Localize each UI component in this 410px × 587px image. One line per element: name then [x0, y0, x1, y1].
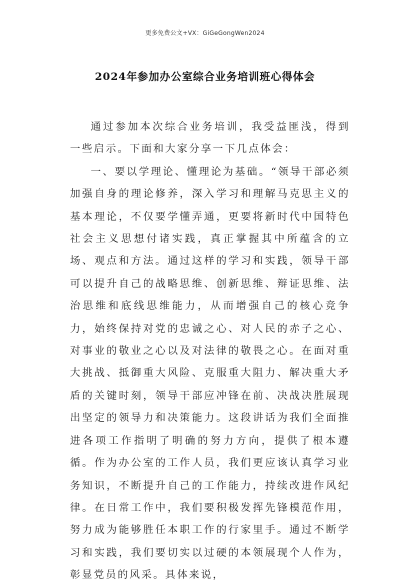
paragraph-intro: 通过参加本次综合业务培训，我受益匪浅，得到一些启示。下面和大家分享一下几点体会：	[70, 121, 350, 156]
paragraph-point-1: 一、要以学理论、懂理论为基础。“领导干部必须加强自身的理论修养，深入学习和理解马克思主义的基本理论，不仅要学懂弄通，更要将新时代中国特色社会主义思想付诸实践，真正掌握其中所蕴含的立场、观点和方法。通过这样的学习和实践，领导干部可以提升自己的战略思维、创新思维、辩证思维、法治思维和底线思维能力，从而增强自己的核心竞争力，始终保持对党的忠诚之心、对人民的赤子之心、对事业的敬业之心以及对法律的敬畏之心。在面对重大挑战、抵御重大风险、克服重大阻力、解决重大矛盾的关键时刻，领导干部应冲锋在前、决战决胜展现出坚定的领导力和决策能力。这段讲话为我们全面推进各项工作指明了明确的努力方向，提供了根本遵循。作为办公室的工作人员，我们更应该认真学习业务知识，不断提升自己的工作能力，持续改进作风纪律。在日常工作中，我们要积极发挥先锋模范作用，努力成为能够胜任本职工作的行家里手。通过不断学习和实践，我们要切实以过硬的本领展现个人作为，彰显党员的风采。具体来说，	[70, 165, 350, 582]
header-note: 更多免费公文+VX：GiGeGongWen2024	[145, 30, 265, 37]
document-body	[70, 116, 350, 587]
document-title: 2024年参加办公室综合业务培训班心得体会	[94, 71, 316, 83]
